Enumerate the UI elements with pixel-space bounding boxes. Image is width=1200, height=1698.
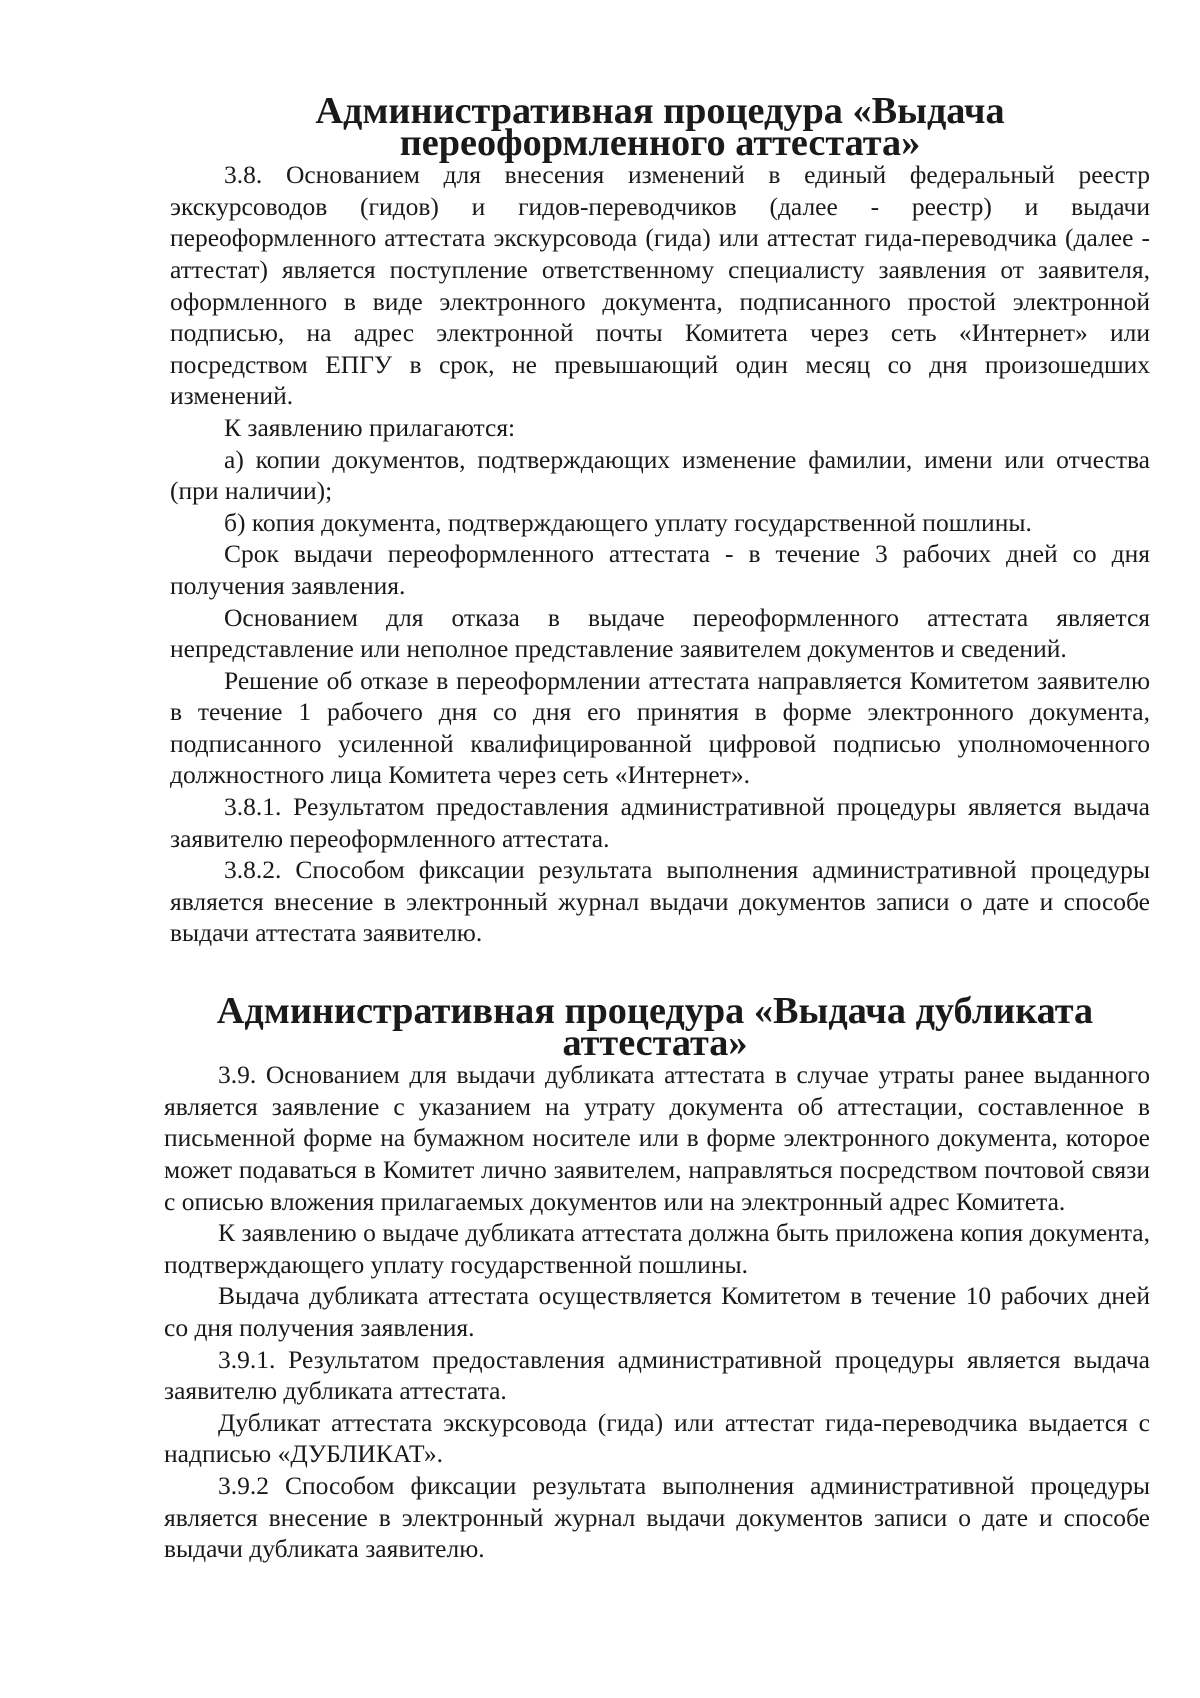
document-body: [164, 90, 1150, 1565]
paragraph-attachment-a: а) копии документов, подтверждающих изменение фамилии, имени или отчества (при наличии);: [170, 444, 1150, 506]
paragraph-duplicate-stamp: Дубликат аттестата экскурсовода (гида) или аттестат гида-переводчика выдается с надписью «ДУБЛИКАТ».: [164, 1407, 1150, 1469]
paragraph-duplicate-attachment: К заявлению о выдаче дубликата аттестата должна быть приложена копия документа, подтверждающего уплату государственной пошлины.: [164, 1218, 1150, 1279]
paragraph-3-8-2: 3.8.2. Способом фиксации результата выполнения административной процедуры является внесение в электронный журнал выдачи документов записи о дате и способе выдачи аттестата заявителю.: [170, 855, 1150, 948]
paragraph-3-9-1: 3.9.1. Результатом предоставления административной процедуры является выдача заявителю дубликата аттестата.: [164, 1344, 1150, 1406]
paragraph-3-8-1: 3.8.1. Результатом предоставления административной процедуры является выдача заявителю переоформленного аттестата.: [170, 792, 1150, 853]
paragraph-3-9-2: 3.9.2 Способом фиксации результата выполнения административной процедуры является внесение в электронный журнал выдачи документов записи о дате и способе выдачи дубликата заявителю.: [164, 1470, 1150, 1564]
paragraph-attachments-intro: К заявлению прилагаются:: [224, 412, 516, 442]
section-heading: Административная процедура «Выдача переоформленного аттестата»: [315, 90, 1005, 164]
paragraph-issue-term: Срок выдачи переоформленного аттестата - в течение 3 рабочих дней со дня получения заявления.: [170, 539, 1150, 600]
paragraph-3-9: 3.9. Основанием для выдачи дубликата аттестата в случае утраты ранее выданного является заявление с указанием на утрату документа об аттестации, составленное в письменной форме на бумажном носителе или в форме электронного документа, которое может подаваться в Комитет лично заявителем, направляться посредством почтовой связи с описью вложения прилагаемых документов или на электронный адрес Комитета.: [164, 1060, 1150, 1216]
paragraph-attachment-b: б) копия документа, подтверждающего уплату государственной пошлины.: [224, 507, 1032, 537]
paragraph-3-8: 3.8. Основанием для внесения изменений в единый федеральный реестр экскурсоводов (гидов) и гидов-переводчиков (далее - реестр) и выдачи переоформленного аттестата экскурсовода (гида) или аттестат гида-переводчика (далее - аттестат) является поступление ответственному специалисту заявления от заявителя, оформленного в виде электронного документа, подписанного простой электронной подписью, на адрес электронной почты Комитета через сеть «Интернет» или посредством ЕПГУ в срок, не превышающий один месяц со дня произошедших изменений.: [170, 160, 1150, 411]
paragraph-refusal-decision: Решение об отказе в переоформлении аттестата направляется Комитетом заявителю в течение 1 рабочего дня со дня его принятия в форме электронного документа, подписанного усиленной квалифицированной цифровой подписью уполномоченного должностного лица Комитета через сеть «Интернет».: [170, 665, 1150, 790]
section-duplicate-certificate: [164, 990, 1150, 1565]
section-heading: Административная процедура «Выдача дубликата аттестата»: [216, 990, 1094, 1064]
paragraph-refusal-grounds: Основанием для отказа в выдаче переоформленного аттестата является непредставление или неполное представление заявителем документов и сведений.: [170, 602, 1150, 664]
section-reissued-certificate: [170, 90, 1150, 949]
paragraph-duplicate-term: Выдача дубликата аттестата осуществляется Комитетом в течение 10 рабочих дней со дня получения заявления.: [164, 1281, 1150, 1342]
